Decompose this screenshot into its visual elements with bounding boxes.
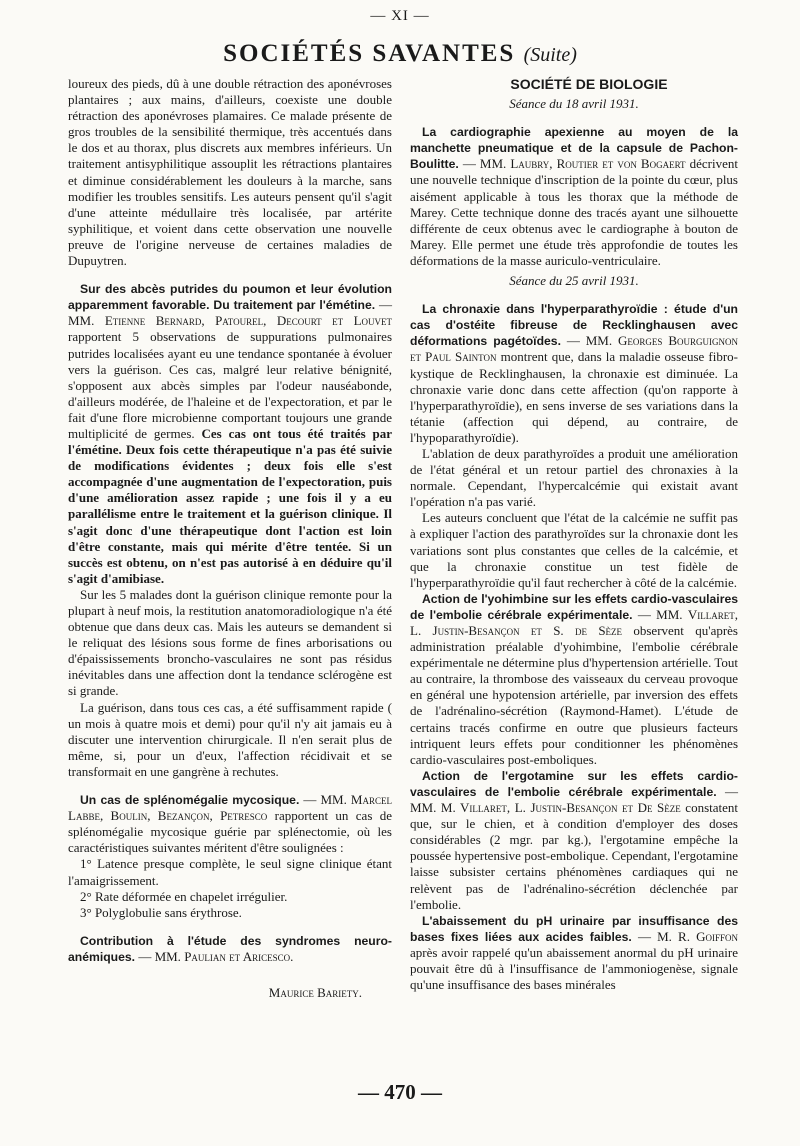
article-text: décrivent une nouvelle technique d'inscription de la pointe du cœur, plus aisément applicable à tous les thorax que la méthode de Marey. Cette technique donne des tracés ayant une silhouette différente de ceux obtenus avec le cardiographe à bouton de Marey. Elle permet une étude très approfondie de toutes les déformations de la masse auriculo-ventriculaire. [410, 156, 738, 268]
paragraph: L'ablation de deux parathyroïdes a produit une amélioration de l'état général et un retour partiel des chronaxies à la normale. Cependant, l'hypercalcémie qui existait avant l'opération n'a pas varié. [410, 445, 738, 510]
article-continuation: loureux des pieds, dû à une double rétraction des aponévroses plantaires ; aux mains, d'ailleurs, coexiste une double rétraction des aponévroses plamaires. Ce malade présente de gros troubles de la sensibilité thermique, très accentués dans le dos et au thorax, plus discrets aux membres inférieurs. Un traitement antisyphilitique assouplit les rétractions plantaires et diminue considérablement les douleurs à la marche, sans modifier les troubles sensitifs. Les auteurs pensent qu'il s'agit d'une atteinte médullaire très localisée, par artérite syphilitique, et voient dans cette observation une nouvelle preuve de l'origine nerveuse de certaines maladies de Dupuytren. [68, 76, 392, 269]
article-title: Un cas de splénomégalie mycosique. [80, 793, 300, 808]
paragraph: Sur les 5 malades dont la guérison clinique remonte pour la plupart à neuf mois, la restitution anatomoradiologique n'a été obtenue que dans deux cas. Mais les auteurs se demandent si le reliquat des lésions sous forme de fines arborisations ou d'épaississements broncho-vasculaires ne sont pas résidus inévitables dans une affection dont la tendance sclérogène est si grande. [68, 586, 392, 699]
article-title: L'abaissement du pH urinaire par insuffisance des bases fixes liées aux acides faibles. [410, 913, 738, 944]
page-header [0, 40, 800, 68]
authors-dash: — MM. [560, 333, 619, 349]
article-text: montrent que, dans la maladie osseuse fibro-kystique de Recklinghausen, la chronaxie est diminuée. La chronaxie varie donc dans cette affection (qu'on rapporte à l'hyperparathyroïdie), en sens inverse de ses variations dans la tétanie (affection qui dépend, au contraire, de l'hypoparathyroïdie). [410, 349, 738, 445]
header-title: SOCIÉTÉS SAVANTES [223, 40, 516, 67]
article-authors: Etienne Bernard, Patourel, Decourt et Louvet [104, 313, 392, 329]
article-title: La chronaxie dans l'hyperparathyroïdie : étude d'un cas d'ostéite fibreuse de Recklinghausen avec déformations pagétoïdes. [410, 302, 738, 349]
article-ergotamine [410, 768, 738, 913]
authors-dash: — M. [631, 928, 679, 944]
list-item: 3° Polyglobulie sans érythrose. [80, 904, 242, 920]
signature: Maurice Bariety. [268, 984, 362, 1000]
article-yohimbine [410, 591, 738, 768]
authors-dash: — MM. [299, 792, 351, 808]
article-authors: Georges Bourguignon et Paul Sainton [410, 333, 738, 365]
article-text: après avoir rappelé qu'un abaissement anormal du pH urinaire pouvait être dû à l'insuffisance de l'ammoniogenèse, signale qu'une insuffisance des bases minérales [410, 944, 738, 993]
article-ph-urinaire [410, 913, 738, 993]
authors-dash: — MM. [410, 783, 739, 816]
article-text: rapportent 5 observations de suppurations pulmonaires putrides localisées ayant eu une tendance spontanée à évoluer vers la guérison. Ces cas, malgré leur relative bénignité, s'opposent aux abcès simples par l'odeur nauséabonde, d'ailleurs modérée, de l'haleine et de l'expectoration, et par le fait d'une flore microbienne comportant toujours une grande multiplicité de germes. [68, 329, 392, 441]
article-title: Action de l'yohimbine sur les effets cardio-vasculaires de l'embolie cérébrale expérimentale. [410, 591, 738, 622]
article-title: Action de l'ergotamine sur les effets cardio-vasculaires de l'embolie cérébrale expérimentale. [410, 768, 738, 799]
article-title: Sur des abcès putrides du poumon et leur évolution apparemment favorable. Du traitement par l'émétine. [68, 282, 392, 313]
article-cardiographie [410, 124, 738, 269]
article-authors: Marcel Labbe, Boulin, Bezançon, Petresco [68, 792, 392, 824]
left-column [68, 76, 392, 1001]
article-text: rapportent un cas de splénomégalie mycosique guérie par splénectomie, où les caractéristiques suivantes méritent d'être soulignées : [68, 808, 392, 856]
article-authors: Paulian et Aricesco. [184, 948, 294, 964]
characteristics-list [68, 856, 392, 920]
right-column [410, 76, 738, 993]
seance-date: Séance du 18 avril 1931. [509, 96, 639, 112]
article-text: observent qu'après administration préalable d'yohimbine, l'embolie cérébrale expérimentale ne détermine plus d'hypertension artérielle. Tout au contraire, la thrombose des vaisseaux du cerveau provoque en général une hypotension artérielle, par inversion des effets de l'adrénalino-sécrétion (Raymond-Hamet). L'étude de certains tracés confirme en outre que plusieurs facteurs intriquent leurs effets pour conditionner les phénomènes cardio-vasculaires post-emboliques. [410, 623, 738, 767]
folio-roman: — XI — [370, 8, 430, 24]
authors-dash: — MM. [632, 606, 688, 622]
page-number: — 470 — [358, 1080, 442, 1104]
article-text: constatent que, sur le chien, et à condition d'employer des doses considérables (2 mgr. par kg.), l'ergotamine empêche la poussée hypertensive post-embolique. Cependant, l'ergotamine laisse subsister certains phénomènes cardiaques qui ne relèvent pas de l'adrénalino-sécrétion déclenchée par l'embolie. [410, 800, 738, 912]
authors-dash: — MM. [68, 297, 392, 329]
article-authors: R. Goiffon [678, 928, 739, 944]
authors-dash: — MM. [135, 948, 185, 964]
article-authors: Villaret, L. Justin-Besançon et S. de Sèze [410, 606, 739, 638]
article-abces-putrides [68, 281, 392, 587]
article-splenomegalie [68, 792, 392, 856]
list-item: 2° Rate déformée en chapelet irrégulier. [80, 888, 288, 904]
paragraph: Les auteurs concluent que l'état de la calcémie ne suffit pas à expliquer l'action des parathyroïdes sur la chronaxie dont les variations sont plus constantes que celles de la calcémie, et que la chronaxie constitue un test fidèle de l'hyperparathyroïdie qu'il faut rechercher à côté de la calcémie. [410, 510, 738, 590]
paragraph: La guérison, dans tous ces cas, a été suffisamment rapide ( un mois à quatre mois et demi) pour qu'il n'y ait jamais eu à discuter une intervention chirurgicale. Il n'en serait plus de même, si, pour un d'eux, l'affection récidivait et se transformait en une gangrène à rechutes. [68, 699, 392, 779]
article-neuro-anemiques [68, 933, 392, 965]
article-chronaxie [410, 301, 738, 446]
header-suite: (Suite) [523, 44, 577, 66]
article-authors: Laubry, Routier et von Bogaert [510, 156, 686, 172]
section-heading: SOCIÉTÉ DE BIOLOGIE [510, 76, 668, 92]
article-authors: M. Villaret, L. Justin-Besançon et De Sèze [440, 800, 681, 816]
article-title: La cardiographie apexienne au moyen de la manchette pneumatique et de la capsule de Pachon-Boulitte. [410, 125, 738, 172]
article-title: Contribution à l'étude des syndromes neuro-anémiques. [68, 933, 392, 964]
authors-dash: — MM. [458, 156, 511, 172]
article-text-emphasis: Ces cas ont tous été traités par l'émétine. Deux fois cette thérapeutique n'a pas été suivie de modifications évidentes ; deux fois elle s'est accompagnée d'une augmentation de l'expectoration, puis d'une amélioration assez rapide ; une fois il y a eu parallélisme entre le traitement et la guérison clinique. Il s'agit donc d'une thérapeutique dont l'action est loin d'être constante, mais qui mérite d'être tentée. Si un succès est obtenu, on n'est pas autorisé à en déduire qu'il s'agit d'amibiase. [68, 425, 392, 586]
seance-date: Séance du 25 avril 1931. [509, 273, 639, 289]
list-item: 1° Latence presque complète, le seul signe clinique étant l'amaigrissement. [68, 856, 392, 888]
